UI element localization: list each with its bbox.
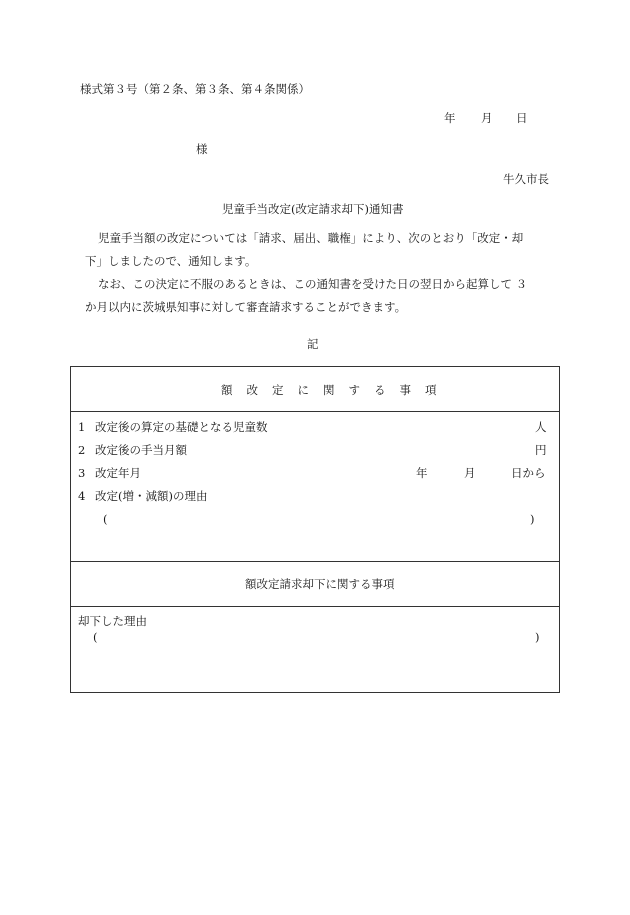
item-label-4: 改定(増・減額)の理由 [95, 489, 208, 503]
item-num-2: 2 [78, 443, 86, 457]
item-year-3: 年 [416, 466, 428, 480]
divider [71, 411, 559, 412]
section1-heading: 額改定に関する事項 [221, 383, 451, 397]
document-title: 児童手当改定(改定請求却下)通知書 [222, 202, 404, 216]
reject-paren-close: ) [535, 630, 540, 644]
item-label-2: 改定後の手当月額 [95, 443, 187, 457]
item-month-3: 月 [464, 466, 476, 480]
item-unit-1: 人 [535, 420, 547, 434]
item-label-3: 改定年月 [95, 466, 141, 480]
item-unit-2: 円 [535, 443, 547, 457]
date-month: 月 [481, 111, 493, 125]
reject-paren-open: ( [93, 630, 98, 644]
form-number: 様式第３号（第２条、第３条、第４条関係） [80, 82, 310, 96]
addressee-suffix: 様 [196, 142, 208, 156]
item-unit-3: 日から [511, 466, 546, 480]
divider [71, 561, 559, 562]
body-para1-line1: 児童手当額の改定については「請求、届出、職権」により、次のとおり「改定・却 [98, 231, 524, 245]
item-num-4: 4 [78, 489, 86, 503]
section2-heading: 額改定請求却下に関する事項 [245, 577, 395, 591]
ki-label: 記 [307, 337, 319, 351]
reject-reason-label: 却下した理由 [78, 614, 147, 628]
details-table [70, 366, 560, 693]
item-num-1: 1 [78, 420, 86, 434]
issuer: 牛久市長 [503, 172, 549, 186]
body-para1-line2: 下」しましたので、通知します。 [85, 254, 257, 268]
body-para2-line2: か月以内に茨城県知事に対して審査請求することができます。 [85, 300, 407, 314]
date-day: 日 [516, 111, 528, 125]
date-year: 年 [444, 111, 456, 125]
reason-paren-close: ) [530, 512, 535, 526]
item-label-1: 改定後の算定の基礎となる児童数 [95, 420, 268, 434]
item-num-3: 3 [78, 466, 86, 480]
divider [71, 606, 559, 607]
body-para2-line1: なお、この決定に不服のあるときは、この通知書を受けた日の翌日から起算して ３ [98, 277, 528, 291]
reason-paren-open: ( [103, 512, 108, 526]
